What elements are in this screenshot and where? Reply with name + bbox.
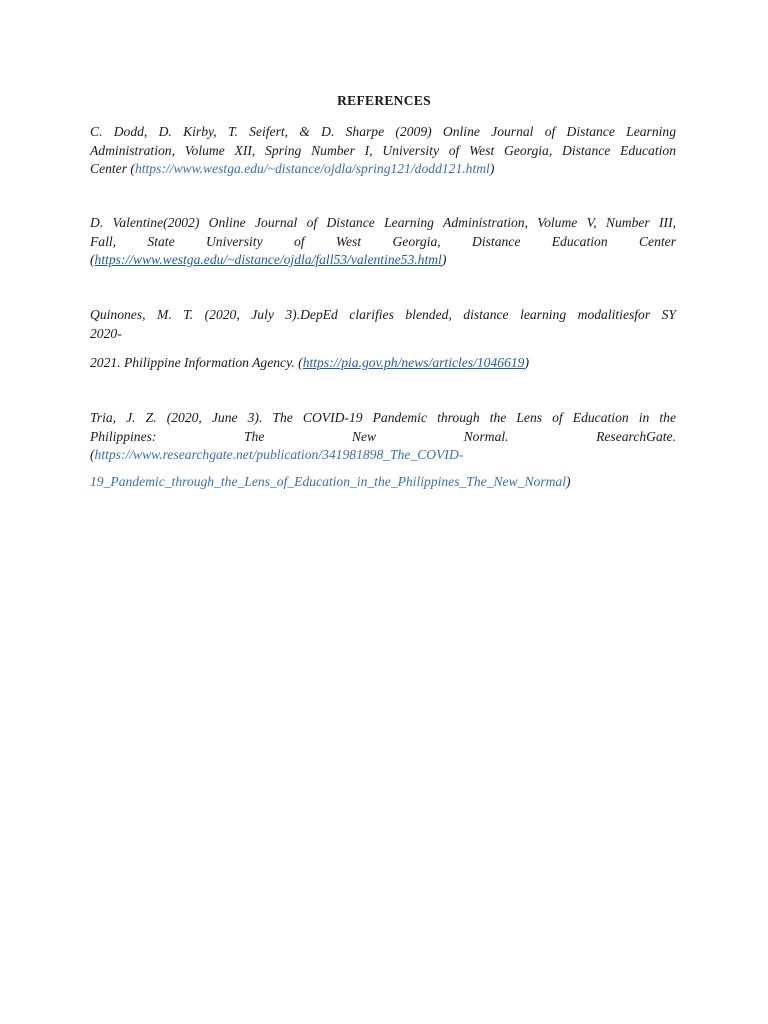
reference-entry-2 [90,214,676,270]
reference-1-line-2: Administration, Volume XII, Spring Number I, University of West Georgia, Distance Education [90,142,676,158]
reference-4-line-3 [90,446,676,465]
reference-entry-3 [90,306,676,343]
reference-1-line-3 [90,160,676,179]
reference-2-prefix: ( [90,252,95,267]
reference-4-suffix: ) [566,474,571,489]
reference-3-link[interactable]: https://pia.gov.ph/news/articles/1046619 [302,355,525,370]
reference-2-suffix: ) [441,252,447,267]
reference-2-line-1: D. Valentine(2002) Online Journal of Distance Learning Administration, Volume V, Number III, [90,215,676,230]
reference-4-link-part-2[interactable]: 19_Pandemic_through_the_Lens_of_Education_in_the_Philippines_The_New_Normal [90,474,567,489]
reference-4-line-1: Tria, J. Z. (2020, June 3). The COVID-19 Pandemic through the Lens of Education in the [90,410,676,425]
reference-2-line-3 [90,251,676,270]
reference-1-link[interactable]: https://www.westga.edu/~distance/ojdla/spring121/dodd121.html [134,161,490,176]
reference-entry-1 [90,123,676,179]
reference-4-line-2: Philippines: The New Normal. ResearchGate. [90,428,676,444]
reference-2-line-2: Fall, State University of West Georgia, Distance Education Center [90,233,676,249]
reference-3-prefix: 2021. Philippine Information Agency. ( [90,355,303,370]
reference-entry-4 [90,409,676,465]
reference-3-line-3 [90,354,676,373]
reference-1-prefix: Center ( [90,161,135,176]
page-title: REFERENCES [337,93,431,108]
reference-2-link[interactable]: https://www.westga.edu/~distance/ojdla/fall53/valentine53.html [94,252,442,267]
reference-3-line-1: Quinones, M. T. (2020, July 3).DepEd clarifies blended, distance learning modalitiesfor SY [90,307,676,322]
reference-3-line-2: 2020- [90,325,122,341]
reference-4-link-part-1[interactable]: https://www.researchgate.net/publication/341981898_The_COVID- [94,447,464,462]
reference-entry-4-continued [90,473,676,492]
reference-entry-3-continued [90,354,676,373]
reference-4-line-4 [90,473,676,492]
reference-4-prefix: ( [90,447,95,462]
reference-1-line-1: C. Dodd, D. Kirby, T. Seifert, & D. Sharpe (2009) Online Journal of Distance Learning [90,124,676,139]
reference-1-suffix: ) [489,161,495,176]
reference-3-suffix: ) [524,355,529,370]
